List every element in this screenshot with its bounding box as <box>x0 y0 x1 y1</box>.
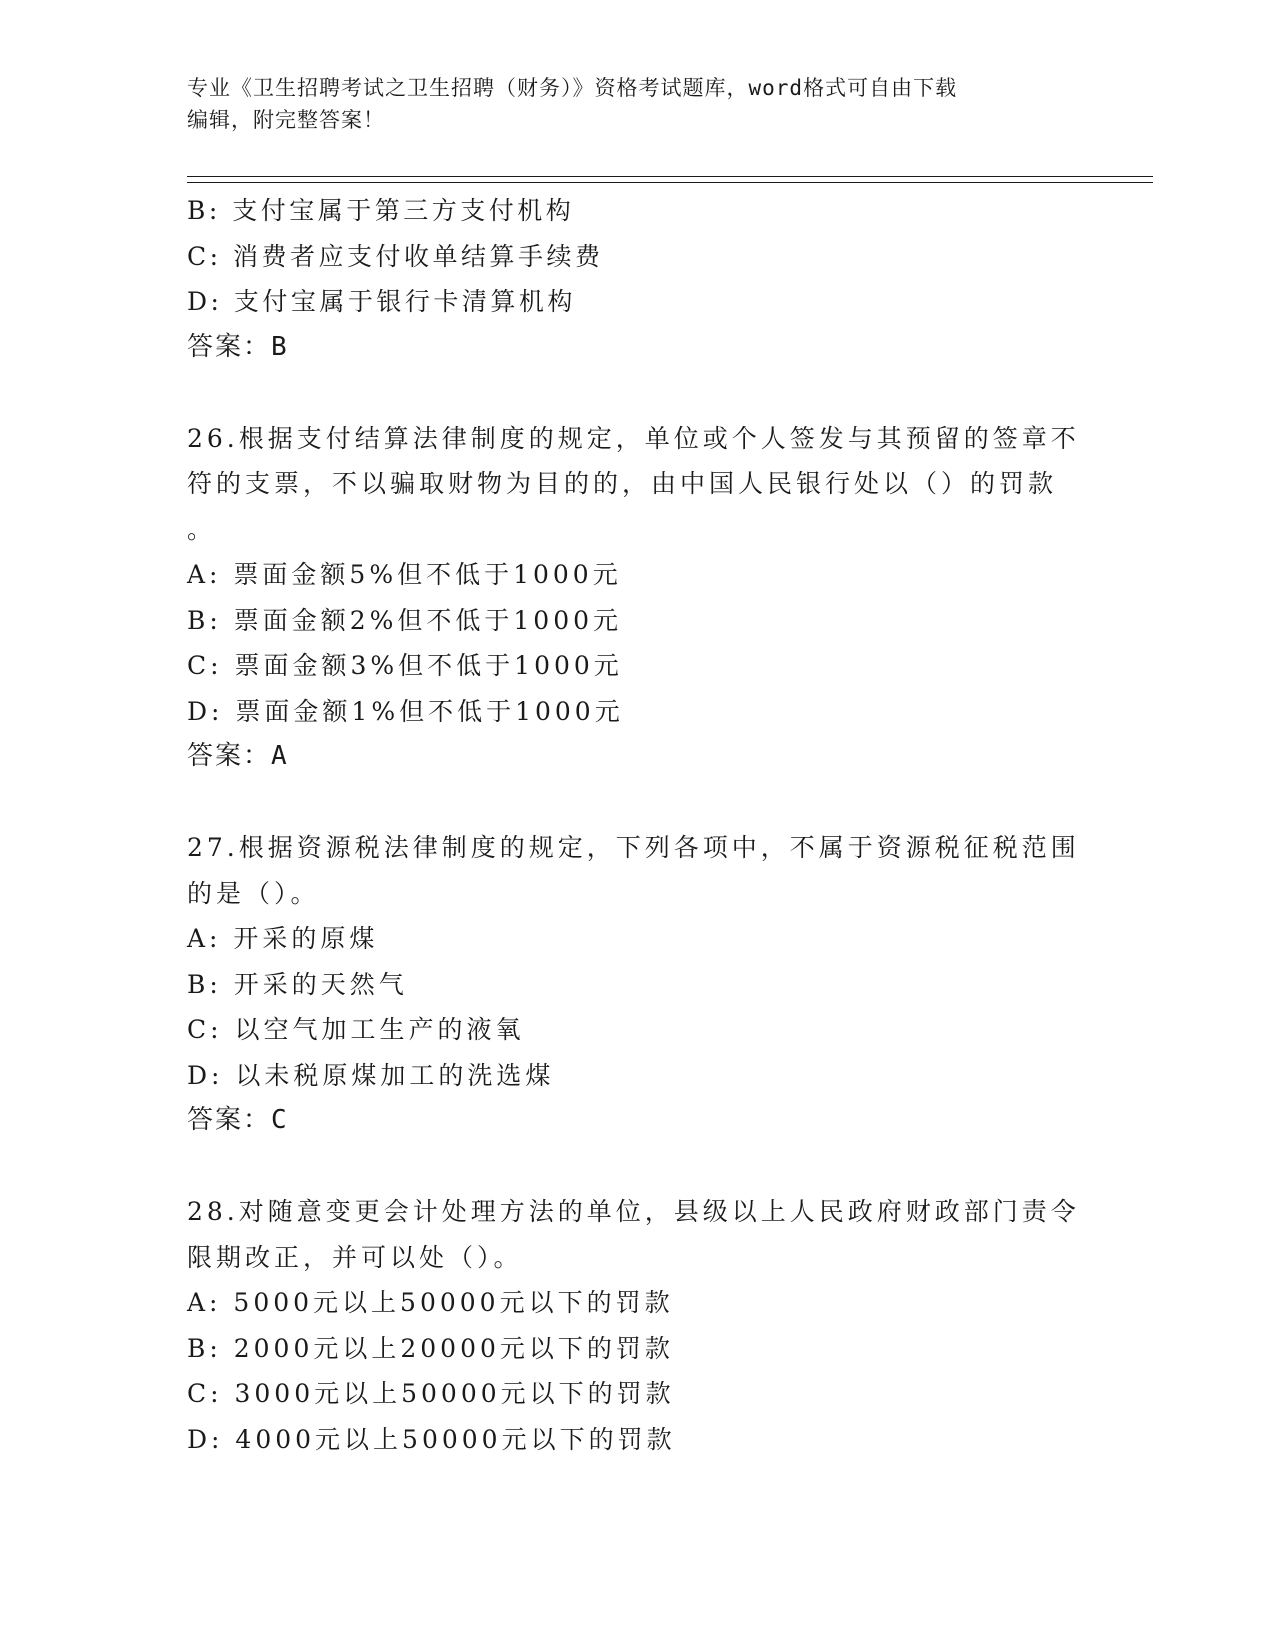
answer-line: 答案：B <box>187 331 289 362</box>
question-list <box>187 188 1087 1462</box>
question-text-line: 28.对随意变更会计处理方法的单位，县级以上人民政府财政部门责令 <box>187 1197 1080 1226</box>
option-c: C: 消费者应支付收单结算手续费 <box>187 241 604 271</box>
question-27 <box>187 825 1087 1144</box>
header-divider-bottom <box>187 182 1153 183</box>
option-a: A: 开采的原煤 <box>187 924 379 953</box>
question-28 <box>187 1189 1087 1462</box>
spacer <box>187 370 1087 416</box>
option-a: A: 5000元以上50000元以下的罚款 <box>187 1288 674 1317</box>
option-d: D: 以未税原煤加工的洗选煤 <box>187 1060 555 1090</box>
question-text-line: 的是（）。 <box>187 878 320 908</box>
answer-line: 答案：A <box>187 741 289 771</box>
option-c: C: 3000元以上50000元以下的罚款 <box>187 1379 675 1408</box>
option-c: C: 票面金额3%但不低于1000元 <box>187 651 623 680</box>
option-d: D: 支付宝属于银行卡清算机构 <box>187 287 576 316</box>
option-c: C: 以空气加工生产的液氧 <box>187 1015 525 1044</box>
question-25-tail <box>187 188 1087 370</box>
option-d: D: 4000元以上50000元以下的罚款 <box>187 1424 676 1454</box>
question-text-line: 符的支票，不以骗取财物为目的的，由中国人民银行处以（）的罚款 <box>187 469 1058 498</box>
question-text-line: 。 <box>187 514 217 544</box>
spacer <box>187 780 1087 826</box>
question-26 <box>187 416 1087 780</box>
spacer <box>187 1144 1087 1190</box>
option-b: B: 2000元以上20000元以下的罚款 <box>187 1333 674 1363</box>
question-text-line: 27.根据资源税法律制度的规定，下列各项中，不属于资源税征税范围 <box>187 833 1080 862</box>
header-divider-top <box>187 176 1153 177</box>
question-text-line: 限期改正，并可以处（）。 <box>187 1242 523 1272</box>
header-line-1: 专业《卫生招聘考试之卫生招聘（财务）》资格考试题库，word格式可自由下载 <box>187 76 958 100</box>
option-b: B: 票面金额2%但不低于1000元 <box>187 605 623 635</box>
option-d: D: 票面金额1%但不低于1000元 <box>187 696 624 726</box>
question-text-line: 26.根据支付结算法律制度的规定，单位或个人签发与其预留的签章不 <box>187 423 1080 453</box>
document-header <box>187 72 1067 136</box>
option-a: A: 票面金额5%但不低于1000元 <box>187 560 622 589</box>
header-line-2: 编辑，附完整答案！ <box>187 108 385 132</box>
option-b: B: 支付宝属于第三方支付机构 <box>187 196 575 225</box>
answer-line: 答案：C <box>187 1105 289 1135</box>
option-b: B: 开采的天然气 <box>187 969 408 999</box>
